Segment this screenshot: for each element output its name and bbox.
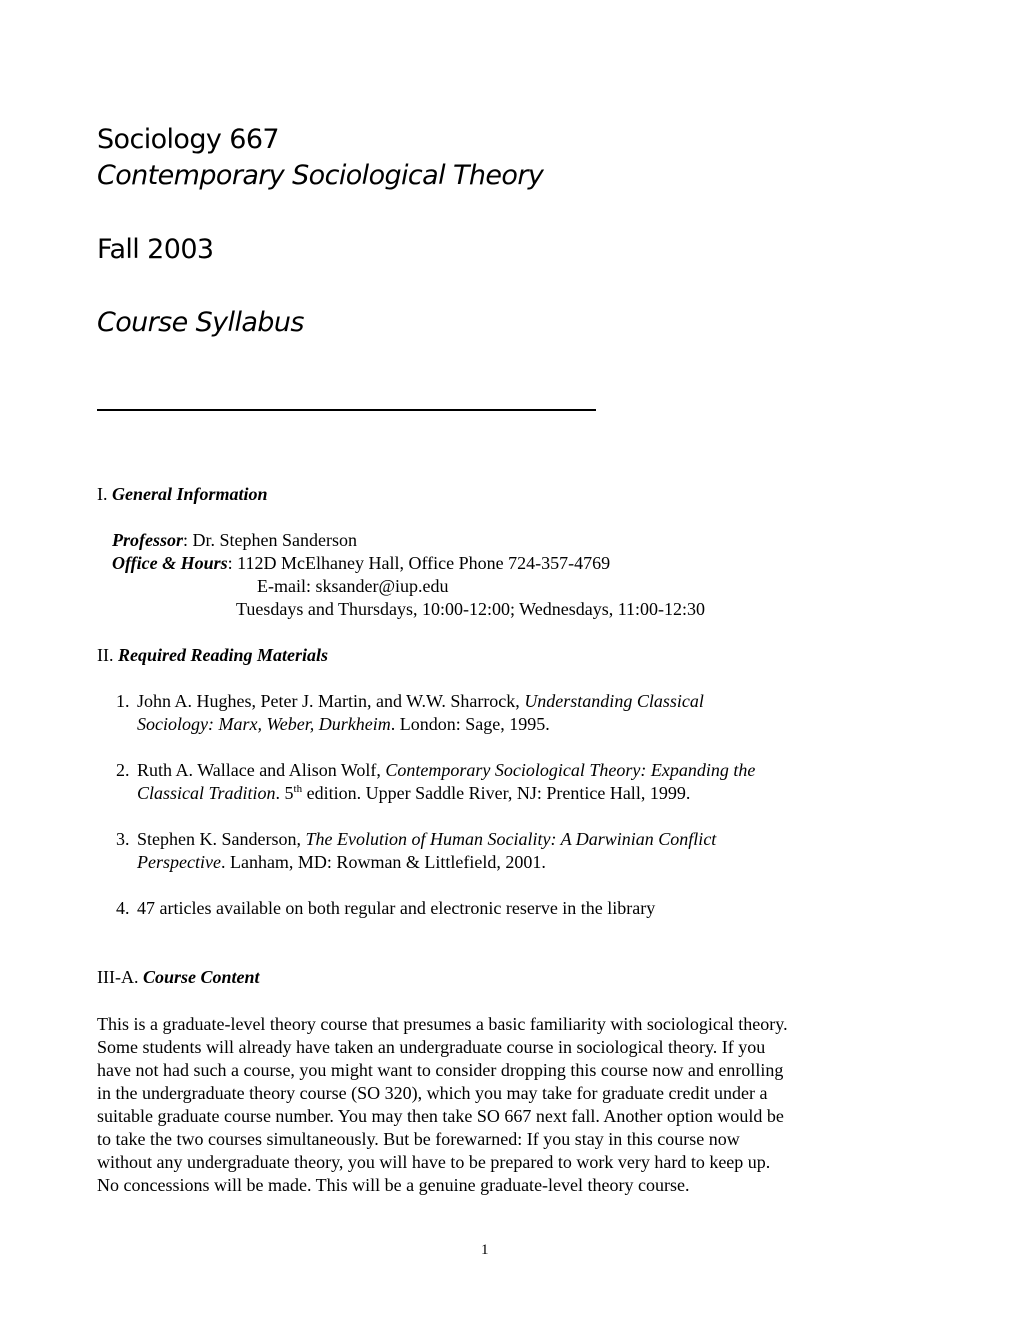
- page-number: 1: [481, 1242, 489, 1258]
- title-divider: [97, 409, 596, 411]
- course-content-paragraph: [97, 1013, 887, 1197]
- reading-authors: Ruth A. Wallace and Alison Wolf,: [137, 760, 386, 780]
- reading-item-line: [137, 782, 690, 805]
- reading-item-line: [137, 828, 716, 851]
- office-value: : 112D McElhaney Hall, Office Phone 724-357-4769: [227, 553, 611, 573]
- paragraph-line: Some students will already have taken an undergraduate course in sociological theory. If you: [97, 1037, 766, 1057]
- section-heading-general-information: [97, 483, 268, 506]
- reading-item-line: 47 articles available on both regular and electronic reserve in the library: [137, 898, 656, 918]
- office-hours-line: Tuesdays and Thursdays, 10:00-12:00; Wednesdays, 11:00-12:30: [236, 599, 706, 619]
- reading-item-number: 1.: [116, 691, 130, 711]
- section-number: II.: [97, 645, 114, 665]
- reading-title: Understanding Classical: [524, 691, 704, 711]
- section-number: III-A.: [97, 967, 139, 987]
- reading-item-number: 2.: [116, 760, 130, 780]
- term: Fall 2003: [97, 234, 214, 265]
- reading-item-number: 4.: [116, 898, 130, 918]
- reading-publisher: . Lanham, MD: Rowman & Littlefield, 2001.: [220, 852, 546, 872]
- reading-item-line: [137, 851, 546, 874]
- paragraph-line: This is a graduate-level theory course that presumes a basic familiarity with sociological theory.: [97, 1014, 788, 1034]
- paragraph-line: suitable graduate course number. You may then take SO 667 next fall. Another option would be: [97, 1106, 784, 1126]
- paragraph-line: in the undergraduate theory course (SO 320), which you may take for graduate credit under a: [97, 1083, 768, 1103]
- course-number: Sociology 667: [97, 124, 279, 155]
- email-line: E-mail: sksander@iup.edu: [257, 576, 449, 596]
- section-heading-course-content: [97, 966, 260, 989]
- professor-label: Professor: [112, 530, 183, 550]
- reading-title: Perspective: [137, 852, 221, 872]
- reading-title: The Evolution of Human Sociality: A Darwinian Conflict: [305, 829, 717, 849]
- reading-item-line: [137, 713, 550, 736]
- reading-publisher: edition. Upper Saddle River, NJ: Prentice Hall, 1999.: [302, 783, 691, 803]
- paragraph-line: to take the two courses simultaneously. But be forewarned: If you stay in this course now: [97, 1129, 740, 1149]
- professor-value: : Dr. Stephen Sanderson: [183, 530, 357, 550]
- reading-item-line: [137, 690, 704, 713]
- course-title: Contemporary Sociological Theory: [97, 160, 544, 191]
- document-type: Course Syllabus: [97, 307, 304, 338]
- section-title: General Information: [112, 484, 268, 504]
- reading-title: Contemporary Sociological Theory: Expanding the: [385, 760, 756, 780]
- section-title: Required Reading Materials: [118, 645, 329, 665]
- paragraph-line: have not had such a course, you might want to consider dropping this course now and enrolling: [97, 1060, 784, 1080]
- reading-item-number: 3.: [116, 829, 130, 849]
- section-number: I.: [97, 484, 108, 504]
- edition-superscript: th: [293, 783, 303, 795]
- reading-title: Classical Tradition: [137, 783, 276, 803]
- paragraph-line: without any undergraduate theory, you will have to be prepared to work very hard to keep up.: [97, 1152, 771, 1172]
- reading-title: Sociology: Marx, Weber, Durkheim: [137, 714, 391, 734]
- office-label: Office & Hours: [112, 553, 228, 573]
- professor-line: [112, 529, 357, 552]
- reading-authors: Stephen K. Sanderson,: [137, 829, 306, 849]
- reading-edition: . 5: [275, 783, 294, 803]
- reading-publisher: . London: Sage, 1995.: [390, 714, 550, 734]
- paragraph-line: No concessions will be made. This will be a genuine graduate-level theory course.: [97, 1175, 690, 1195]
- reading-item-line: [137, 759, 755, 782]
- office-line: [112, 552, 610, 575]
- reading-authors: John A. Hughes, Peter J. Martin, and W.W. Sharrock,: [137, 691, 525, 711]
- section-heading-required-reading: [97, 644, 328, 667]
- section-title: Course Content: [142, 967, 260, 987]
